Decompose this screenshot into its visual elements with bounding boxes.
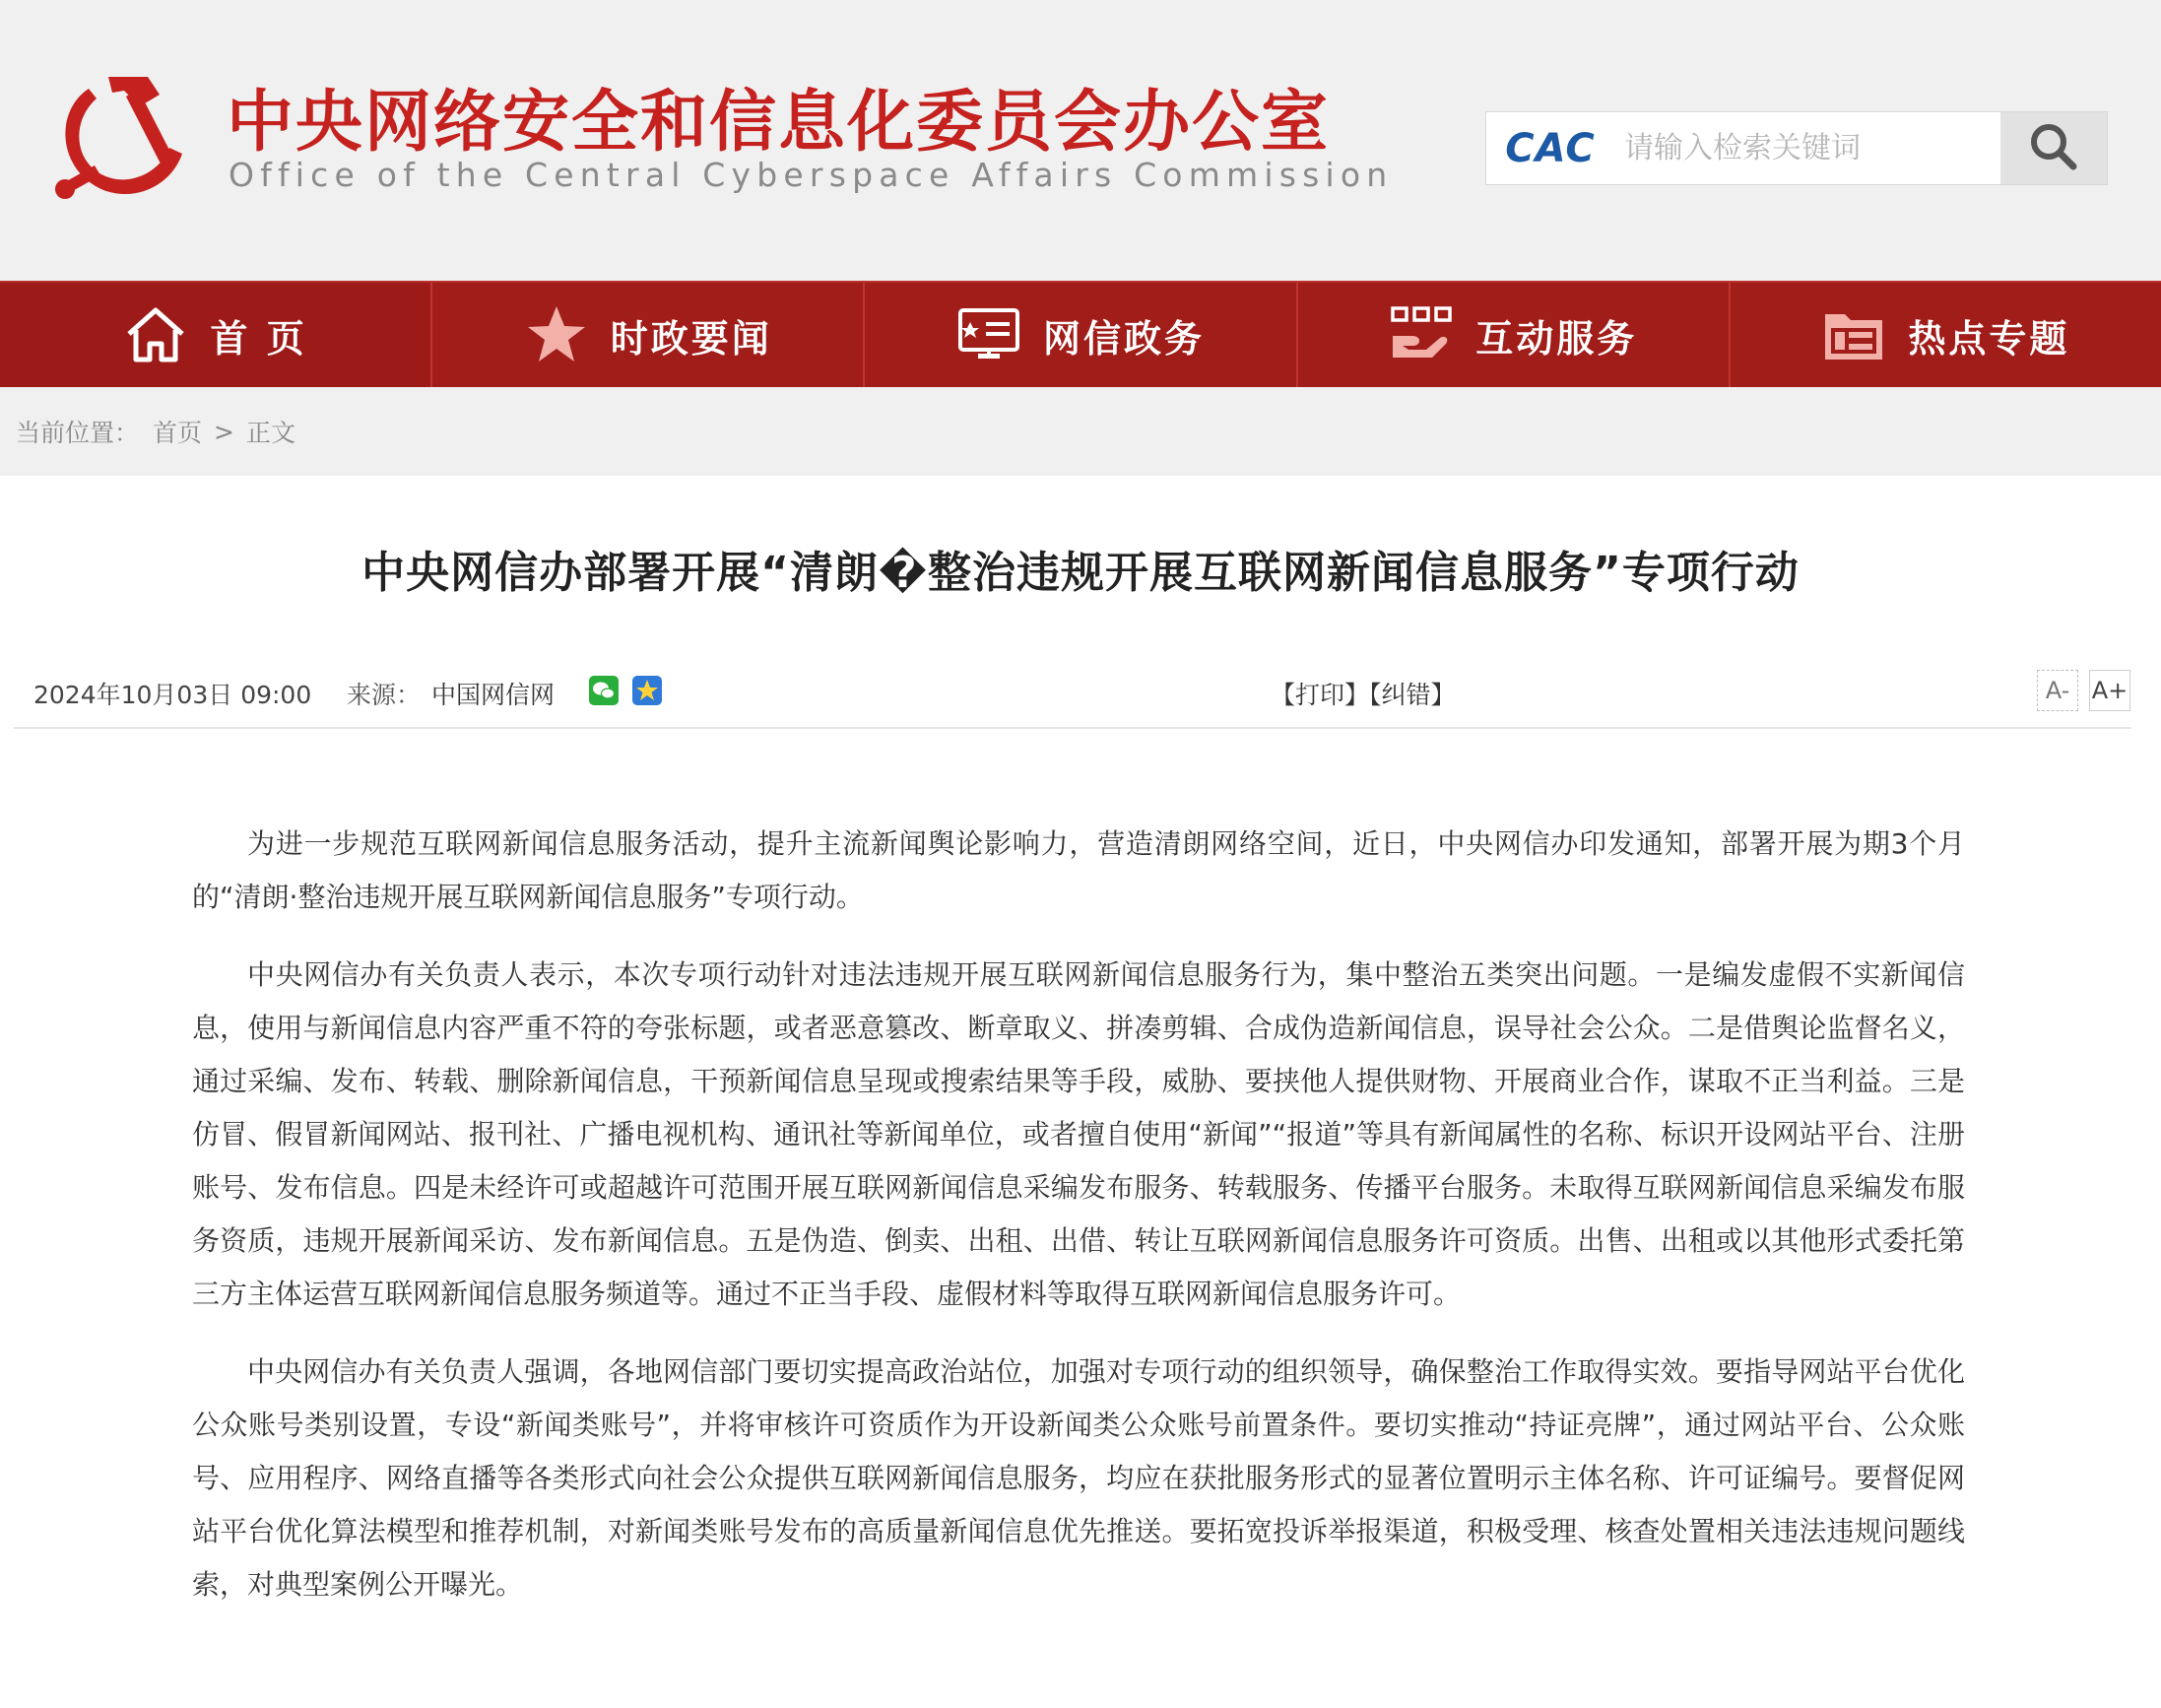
correction-link[interactable]: 【纠错】: [1369, 681, 1456, 709]
interaction-icon: [1389, 302, 1454, 367]
search-button[interactable]: [2000, 112, 2107, 184]
nav-label-news: 时政要闻: [610, 316, 772, 361]
main-nav: [0, 281, 2161, 387]
nav-item-affairs[interactable]: [865, 283, 1297, 387]
qzone-share-icon[interactable]: [632, 676, 662, 705]
wechat-share-icon[interactable]: [589, 676, 619, 705]
font-larger-button[interactable]: A+: [2089, 670, 2130, 711]
search-box: [1485, 111, 2108, 185]
party-emblem-logo[interactable]: [49, 67, 192, 205]
article-paragraph: 中央网信办有关负责人表示，本次专项行动针对违法违规开展互联网新闻信息服务行为，集中整治五类突出问题。一是编发虚假不实新闻信息，使用与新闻信息内容严重不符的夸张标题，或者恶意篡改、断章取义、拼凑剪辑、合成伪造新闻信息，误导社会公众。二是借舆论监督名义，通过采编、发布、转载、删除新闻信息，干预新闻信息呈现或搜索结果等手段，威胁、要挟他人提供财物、开展商业合作，谋取不正当利益。三是仿冒、假冒新闻网站、报刊社、广播电视机构、通讯社等新闻单位，或者擅自使用“新闻”“报道”等具有新闻属性的名称、标识开设网站平台、注册账号、发布信息。四是未经许可或超越许可范围开展互联网新闻信息采编发布服务、转载服务、传播平台服务。未取得互联网新闻信息采编发布服务资质，违规开展新闻采访、发布新闻信息。五是伪造、倒卖、出租、出借、转让互联网新闻信息服务许可资质。出售、出租或以其他形式委托第三方主体运营互联网新闻信息服务频道等。通过不正当手段、虚假材料等取得互联网新闻信息服务许可。: [192, 958, 1965, 1310]
article-actions: [1271, 676, 1456, 711]
monitor-icon: [956, 302, 1021, 367]
article-paragraph: 为进一步规范互联网新闻信息服务活动，提升主流新闻舆论影响力，营造清朗网络空间，近日，中央网信办印发通知，部署开展为期3个月的“清朗·整治违规开展互联网新闻信息服务”专项行动。: [192, 827, 1965, 913]
nav-item-home[interactable]: [0, 283, 432, 387]
article-body: [192, 818, 1965, 1636]
nav-item-news[interactable]: [432, 283, 865, 387]
print-link[interactable]: 【打印】: [1271, 681, 1370, 709]
article-paragraph: 中央网信办有关负责人强调，各地网信部门要切实提高政治站位，加强对专项行动的组织领导，确保整治工作取得实效。要指导网站平台优化公众账号类别设置，专设“新闻类账号”，并将审核许可资质作为开设新闻类公众账号前置条件。要切实推动“持证亮牌”，通过网站平台、公众账号、应用程序、网络直播等各类形式向社会公众提供互联网新闻信息服务，均应在获批服务形式的显著位置明示主体名称、许可证编号。要督促网站平台优化算法模型和推荐机制，对新闻类账号发布的高质量新闻信息优先推送。要拓宽投诉举报渠道，积极受理、核查处置相关违法违规问题线索，对典型案例公开曝光。: [192, 1355, 1965, 1601]
breadcrumb-separator: >: [214, 417, 234, 446]
cac-logo: CAC: [1505, 125, 1596, 171]
nav-label-topics: 热点专题: [1908, 316, 2070, 361]
nav-label-home: 首 页: [210, 316, 307, 361]
site-subtitle: Office of the Central Cyberspace Affairs Commission: [229, 156, 1394, 194]
breadcrumb-current: 正文: [245, 419, 295, 447]
home-icon: [123, 302, 188, 367]
folder-icon: [1821, 302, 1886, 367]
nav-label-affairs: 网信政务: [1043, 316, 1206, 361]
breadcrumb-home-link[interactable]: 首页: [153, 419, 203, 447]
source-name: 中国网信网: [431, 681, 556, 709]
nav-label-interaction: 互动服务: [1475, 316, 1638, 361]
search-icon: [2026, 119, 2081, 178]
breadcrumb-label: 当前位置：: [16, 419, 140, 447]
breadcrumb: [0, 387, 2161, 476]
font-smaller-button[interactable]: A-: [2037, 670, 2078, 711]
nav-item-interaction[interactable]: [1298, 283, 1731, 387]
publish-date: 2024年10月03日 09:00: [33, 681, 312, 709]
search-input[interactable]: [1614, 112, 2008, 184]
source-label: 来源：: [347, 681, 422, 709]
star-icon: [524, 302, 589, 367]
article-meta: [14, 666, 2131, 729]
nav-item-topics[interactable]: [1731, 283, 2161, 387]
site-header: [0, 0, 2161, 281]
site-title: 中央网络安全和信息化委员会办公室: [227, 84, 1331, 162]
article-title: 中央网信办部署开展“清朗�整治违规开展互联网新闻信息服务”专项行动: [361, 548, 1800, 598]
